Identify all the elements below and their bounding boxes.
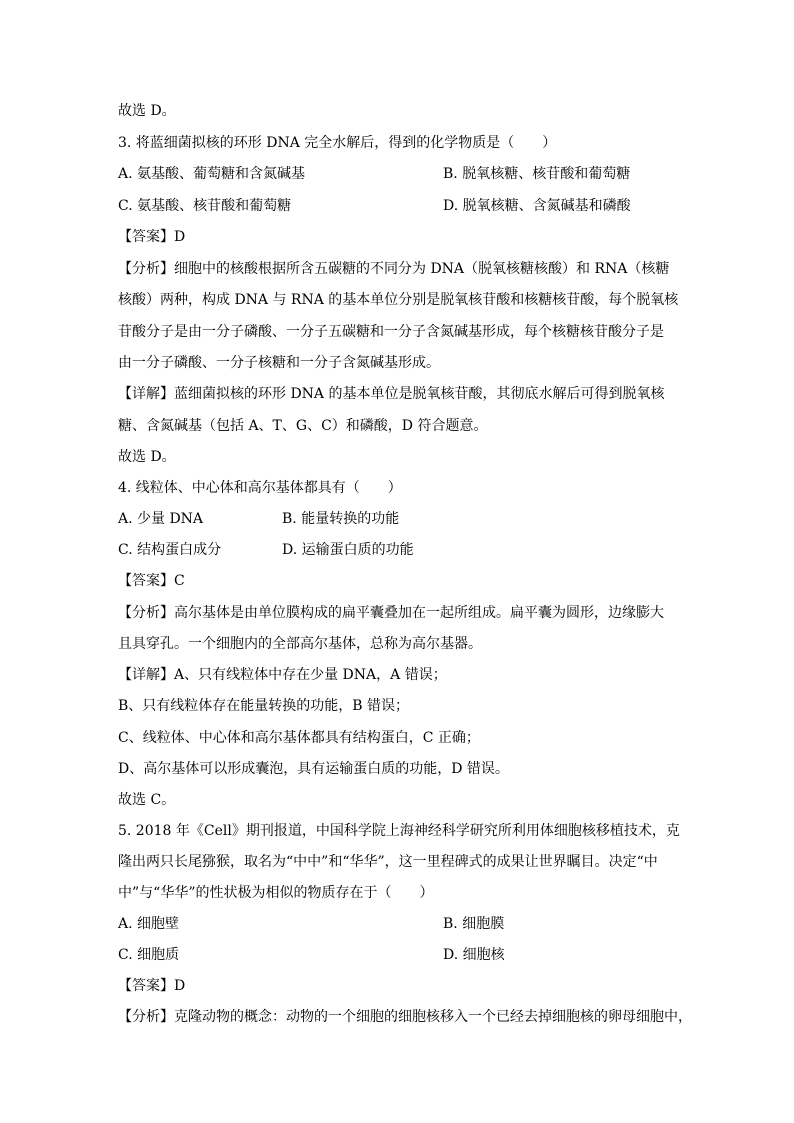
q4-detail-b: B、只有线粒体存在能量转换的功能，B 错误； (118, 698, 410, 714)
question-5-line-3: 中”与“华华”的性状极为相似的物质存在于（ ） (118, 885, 434, 901)
question-3: 3. 将蓝细菌拟核的环形 DNA 完全水解后，得到的化学物质是（ ） (118, 135, 557, 151)
q3-option-a: A. 氨基酸、葡萄糖和含氮碱基 (118, 166, 306, 182)
q3-detail-1: 【详解】蓝细菌拟核的环形 DNA 的基本单位是脱氧核苷酸，其彻底水解后可得到脱氧核 (118, 386, 665, 402)
q4-option-b: B. 能量转换的功能 (282, 511, 400, 527)
q3-analysis-4: 由一分子磷酸、一分子核糖和一分子含氮碱基形成。 (118, 355, 440, 371)
q4-option-a: A. 少量 DNA (118, 511, 204, 527)
q3-analysis-3: 苷酸分子是由一分子磷酸、一分子五碳糖和一分子含氮碱基形成，每个核糖核苷酸分子是 (118, 324, 664, 340)
q4-detail-d: D、高尔基体可以形成囊泡，具有运输蛋白质的功能，D 错误。 (118, 761, 509, 777)
question-5-line-1: 5. 2018 年《Cell》期刊报道，中国科学院上海神经科学研究所利用体细胞核移植技术，克 (118, 823, 680, 839)
q4-option-d: D. 运输蛋白质的功能 (282, 542, 414, 558)
q3-option-c: C. 氨基酸、核苷酸和葡萄糖 (118, 198, 292, 214)
q4-answer: 【答案】C (118, 573, 185, 589)
q5-analysis-1: 【分析】克隆动物的概念：动物的一个细胞的细胞核移入一个已经去掉细胞核的卵母细胞中， (118, 1009, 692, 1025)
question-4: 4. 线粒体、中心体和高尔基体都具有（ ） (118, 480, 402, 496)
q3-detail-2: 糖、含氮碱基（包括 A、T、G、C）和磷酸，D 符合题意。 (118, 418, 488, 434)
q4-analysis-1: 【分析】高尔基体是由单位膜构成的扁平囊叠加在一起所组成。扁平囊为圆形，边缘膨大 (118, 605, 664, 621)
q3-analysis-2: 核酸）两种，构成 DNA 与 RNA 的基本单位分别是脱氧核苷酸和核糖核苷酸，每个脱氧核 (118, 292, 679, 308)
q4-option-c: C. 结构蛋白成分 (118, 542, 222, 558)
q3-option-b: B. 脱氧核糖、核苷酸和葡萄糖 (443, 166, 631, 182)
q3-option-d: D. 脱氧核糖、含氮碱基和磷酸 (443, 198, 631, 214)
q5-option-c: C. 细胞质 (118, 947, 180, 963)
q5-option-b: B. 细胞膜 (443, 916, 505, 932)
q5-option-a: A. 细胞壁 (118, 916, 180, 932)
q3-answer: 【答案】D (118, 229, 186, 245)
q4-detail-c: C、线粒体、中心体和高尔基体都具有结构蛋白，C 正确； (118, 730, 480, 746)
text-line: 故选 D。 (118, 103, 176, 119)
q4-analysis-2: 且具穿孔。一个细胞内的全部高尔基体，总称为高尔基器。 (118, 636, 482, 652)
q3-conclusion: 故选 D。 (118, 449, 176, 465)
q5-option-d: D. 细胞核 (443, 947, 505, 963)
q5-answer: 【答案】D (118, 978, 186, 994)
question-5-line-2: 隆出两只长尾猕猴，取名为“中中”和“华华”，这一里程碑式的成果让世界瞩目。决定“中 (118, 854, 658, 870)
q4-conclusion: 故选 C。 (118, 792, 176, 808)
q3-analysis-1: 【分析】细胞中的核酸根据所含五碳糖的不同分为 DNA（脱氧核糖核酸）和 RNA（核糖 (118, 261, 670, 277)
q4-detail-a: 【详解】A、只有线粒体中存在少量 DNA，A 错误； (118, 667, 447, 683)
